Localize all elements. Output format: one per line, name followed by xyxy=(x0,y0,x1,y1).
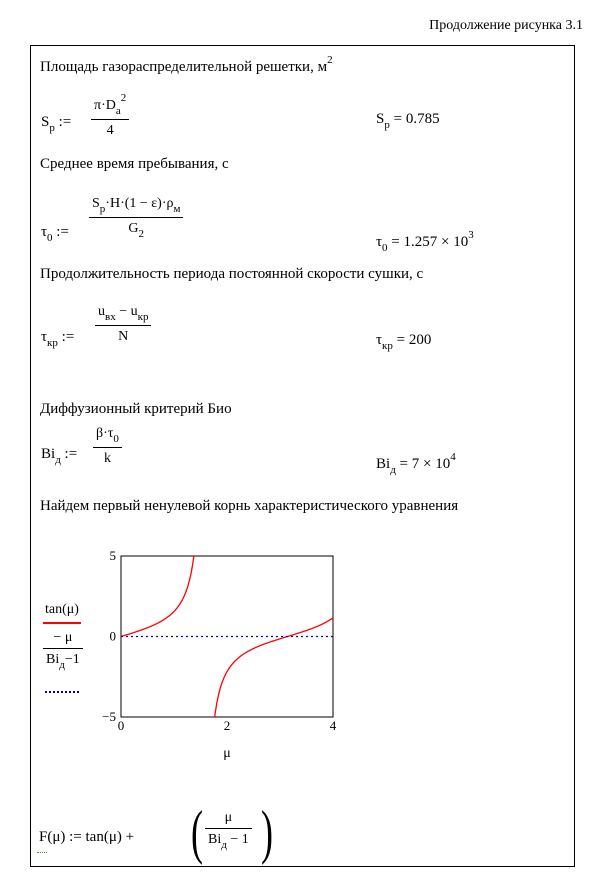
tkr-subscript: кр xyxy=(47,337,58,349)
tau0-den: G xyxy=(128,221,139,236)
fdef-den-tail: − 1 xyxy=(226,832,249,847)
tau0-num-a: S xyxy=(92,196,100,211)
legend-ratio-swatch xyxy=(45,691,79,693)
tkr-num-a: u xyxy=(98,304,105,319)
tau0-result-eq: = xyxy=(391,234,400,250)
sp-numerator xyxy=(91,92,129,119)
legend-ratio-fraction xyxy=(43,630,83,671)
sp-num-sup: 2 xyxy=(120,92,127,104)
heading-root: Найдем первый ненулевой корнь характеристического уравнения xyxy=(40,498,459,514)
fdef-den: Bi xyxy=(208,832,222,847)
x-tick-label: 0 xyxy=(117,718,125,733)
sp-result-eq: = xyxy=(393,111,403,127)
bi-num-sub: 0 xyxy=(113,433,119,445)
tkr-numerator xyxy=(95,304,151,325)
heading-area xyxy=(40,54,333,76)
figure-caption: Продолжение рисунка 3.1 xyxy=(429,18,583,33)
y-tick-label: 0 xyxy=(109,628,116,644)
heading-area-exp: 2 xyxy=(327,54,333,66)
tau0-result-value: 1.257 × 10 xyxy=(403,234,469,250)
legend-ratio-numerator: − μ xyxy=(53,630,73,645)
tau0-fraction xyxy=(89,196,183,240)
tau0-numerator xyxy=(89,196,183,217)
fdef-numerator: μ xyxy=(224,810,233,825)
tkr-fraction xyxy=(95,304,151,345)
bi-num: β·τ xyxy=(96,426,114,441)
tau0-result-exp: 3 xyxy=(468,229,474,241)
bi-numerator xyxy=(93,426,122,447)
bi-assign: := xyxy=(64,446,78,462)
legend-tan-swatch xyxy=(43,622,81,624)
tkr-result-symbol: τ xyxy=(376,332,383,348)
tau0-num-b: ·H·(1 − ε)·ρ xyxy=(105,196,174,211)
sp-subscript: p xyxy=(49,122,55,134)
tau0-subscript: 0 xyxy=(47,232,53,244)
tkr-result-sub: кр xyxy=(382,340,393,352)
fdef-name: F(μ) xyxy=(39,829,66,845)
fdef-paren-right: ) xyxy=(260,799,273,865)
bi-result-exp: 4 xyxy=(450,451,456,463)
tau0-result xyxy=(376,229,474,254)
tkr-lhs xyxy=(41,329,74,349)
heading-period: Продолжительность периода постоянной скорости сушки, с xyxy=(40,266,424,282)
sp-lhs xyxy=(41,114,71,134)
sp-result xyxy=(376,111,440,131)
x-tick-label: 4 xyxy=(329,718,337,733)
worksheet-frame xyxy=(30,45,575,867)
legend-ratio-den: Bi xyxy=(46,652,60,667)
fdef-warning-underline xyxy=(37,848,47,853)
tkr-result-eq: = xyxy=(396,332,406,348)
bi-subscript: д xyxy=(55,454,61,466)
bi-lhs xyxy=(41,446,77,466)
tkr-result xyxy=(376,332,431,352)
tkr-num-b-sub: кр xyxy=(137,311,149,323)
tau0-symbol: τ xyxy=(41,224,48,240)
sp-symbol: S xyxy=(41,114,50,130)
tkr-num-mid: − u xyxy=(115,304,138,319)
bi-denominator: k xyxy=(103,451,111,466)
bi-result-symbol: Bi xyxy=(376,456,391,472)
fdef-lhs xyxy=(39,829,134,846)
legend-ratio-denominator xyxy=(43,649,83,671)
tkr-assign: := xyxy=(61,329,75,345)
x-axis-label: μ xyxy=(223,746,231,761)
sp-result-symbol: S xyxy=(376,111,385,127)
tkr-denominator: N xyxy=(118,329,129,344)
y-tick-label: 5 xyxy=(109,548,116,563)
tau0-den-sub: 2 xyxy=(138,228,145,240)
bi-result-value: 7 × 10 xyxy=(411,456,451,472)
x-tick-label: 2 xyxy=(223,718,231,733)
tau0-assign: := xyxy=(56,224,69,240)
tau0-lhs xyxy=(41,224,69,244)
heading-bio: Диффузионный критерий Био xyxy=(40,401,232,417)
sp-result-sub: p xyxy=(384,119,390,131)
tan-series-branch-2 xyxy=(214,618,333,717)
bi-result xyxy=(376,451,456,476)
heading-time: Среднее время пребывания, с xyxy=(40,156,229,172)
fdef-tan: tan(μ) + xyxy=(85,829,135,845)
bi-result-sub: д xyxy=(390,464,396,476)
sp-denominator: 4 xyxy=(106,123,114,138)
bi-symbol: Bi xyxy=(41,446,56,462)
bi-fraction xyxy=(93,426,122,467)
sp-assign: := xyxy=(58,114,72,130)
tkr-result-value: 200 xyxy=(408,332,432,348)
fdef-assign: := xyxy=(69,829,82,845)
tau0-result-symbol: τ xyxy=(376,234,383,250)
fdef-den-sub: д xyxy=(221,839,227,851)
tau0-denominator xyxy=(125,218,147,240)
fdef-denominator xyxy=(205,829,252,851)
tau0-num-a-sub: p xyxy=(99,203,106,215)
sp-fraction xyxy=(91,92,129,139)
y-tick-label: −5 xyxy=(102,709,116,724)
heading-area-text: Площадь газораспределительной решетки, м xyxy=(40,59,328,75)
sp-result-value: 0.785 xyxy=(405,111,440,127)
root-plot xyxy=(91,546,351,776)
bi-result-eq: = xyxy=(399,456,409,472)
tau0-num-b-sub: м xyxy=(173,203,181,215)
fdef-paren-left: ( xyxy=(190,799,203,865)
tau0-result-sub: 0 xyxy=(382,242,388,254)
sp-num-sub: a xyxy=(115,105,121,117)
tan-series-branch-1 xyxy=(121,556,195,637)
legend-ratio-den-sub: д xyxy=(59,659,65,671)
fdef-fraction xyxy=(205,810,252,851)
tkr-symbol: τ xyxy=(41,329,48,345)
tkr-num-a-sub: вх xyxy=(105,311,116,323)
sp-num-pre: π·D xyxy=(94,98,116,113)
legend-ratio-den-tail: −1 xyxy=(64,652,80,667)
legend-tan-label: tan(μ) xyxy=(45,602,79,617)
